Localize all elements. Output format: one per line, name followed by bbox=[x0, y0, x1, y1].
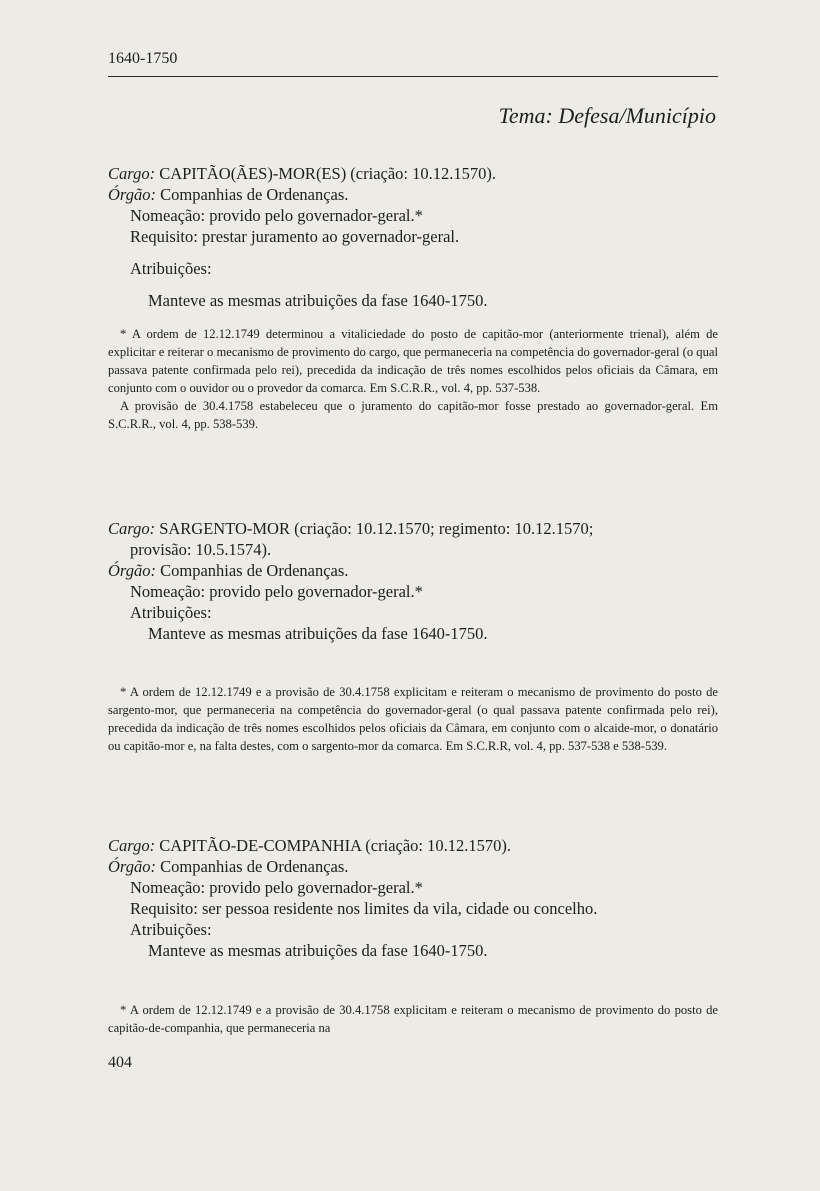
orgao-value: Companhias de Ordenanças. bbox=[160, 561, 349, 580]
cargo-label: Cargo: bbox=[108, 519, 156, 538]
atribuicoes-heading: Atribuições: bbox=[130, 259, 212, 278]
orgao-label: Órgão: bbox=[108, 857, 156, 876]
footnote-paragraph: * A ordem de 12.12.1749 determinou a vitaliciedade do posto de capitão-mor (anteriormente trienal), além de explicitar e reiterar o mecanismo de provimento do cargo, que permaneceria na competência do governador-geral (o qual passava patente confirmada pelo rei), precedida da indicação de três nomes escolhidos pelos oficiais da Câmara, em conjunto com o ouvidor ou o provedor da comarca. Em S.C.R.R., vol. 4, pp. 537-538. bbox=[108, 327, 718, 395]
footnote-paragraph: A provisão de 30.4.1758 estabeleceu que o juramento do capitão-mor fosse prestado ao governador-geral. Em S.C.R.R., vol. 4, pp. 538-539. bbox=[108, 399, 718, 431]
orgao-line bbox=[108, 184, 718, 205]
footnote-paragraph: * A ordem de 12.12.1749 e a provisão de 30.4.1758 explicitam e reiteram o mecanismo de provimento do posto de sargento-mor, que permaneceria na competência do governador-geral (o qual passava patente confirmada pelo rei), precedida da indicação de três nomes escolhidos pelos oficiais da Câmara, em conjunto com o alcaide-mor, o donatário ou capitão-mor e, na falta destes, com o sargento-mor da comarca. Em S.C.R.R, vol. 4, pp. 537-538 e 538-539. bbox=[108, 685, 718, 753]
atribuicoes-heading: Atribuições: bbox=[130, 603, 212, 622]
header-rule bbox=[108, 76, 718, 77]
cargo-value: CAPITÃO-DE-COMPANHIA (criação: 10.12.1570). bbox=[159, 836, 511, 855]
footnote-paragraph: * A ordem de 12.12.1749 e a provisão de 30.4.1758 explicitam e reiteram o mecanismo de provimento do posto de capitão-de-companhia, que permaneceria na bbox=[108, 1003, 718, 1035]
nomeacao-line: Nomeação: provido pelo governador-geral.* bbox=[130, 878, 423, 897]
atribuicoes-heading: Atribuições: bbox=[130, 920, 212, 939]
orgao-line bbox=[108, 856, 718, 877]
orgao-label: Órgão: bbox=[108, 561, 156, 580]
cargo-value: CAPITÃO(ÃES)-MOR(ES) (criação: 10.12.1570). bbox=[159, 164, 497, 183]
footnote-sargento-mor bbox=[108, 683, 718, 755]
entry-sargento-mor bbox=[108, 518, 718, 644]
cargo-line bbox=[108, 163, 718, 184]
atribuicao-text: Manteve as mesmas atribuições da fase 1640-1750. bbox=[148, 291, 488, 310]
orgao-value: Companhias de Ordenanças. bbox=[160, 857, 349, 876]
footnote-capitao-mor bbox=[108, 325, 718, 433]
cargo-label: Cargo: bbox=[108, 836, 156, 855]
atribuicao-text: Manteve as mesmas atribuições da fase 1640-1750. bbox=[148, 624, 488, 643]
cargo-value: SARGENTO-MOR (criação: 10.12.1570; regimento: 10.12.1570; bbox=[159, 519, 594, 538]
requisito-line: Requisito: prestar juramento ao governador-geral. bbox=[130, 227, 460, 246]
cargo-continuation: provisão: 10.5.1574). bbox=[130, 540, 272, 559]
orgao-label: Órgão: bbox=[108, 185, 156, 204]
orgao-value: Companhias de Ordenanças. bbox=[160, 185, 349, 204]
running-title: 1640-1750 bbox=[108, 50, 178, 67]
footnote-capitao-de-companhia bbox=[108, 1001, 718, 1037]
requisito-line: Requisito: ser pessoa residente nos limites da vila, cidade ou concelho. bbox=[130, 899, 598, 918]
cargo-line bbox=[108, 518, 718, 539]
cargo-line bbox=[108, 835, 718, 856]
section-theme: Tema: Defesa/Município bbox=[498, 103, 716, 128]
nomeacao-line: Nomeação: provido pelo governador-geral.* bbox=[130, 582, 423, 601]
entry-capitao-mor bbox=[108, 163, 718, 311]
atribuicao-text: Manteve as mesmas atribuições da fase 1640-1750. bbox=[148, 941, 488, 960]
page-number: 404 bbox=[108, 1054, 132, 1071]
entry-capitao-de-companhia bbox=[108, 835, 718, 961]
cargo-label: Cargo: bbox=[108, 164, 156, 183]
orgao-line bbox=[108, 560, 718, 581]
nomeacao-line: Nomeação: provido pelo governador-geral.* bbox=[130, 206, 423, 225]
